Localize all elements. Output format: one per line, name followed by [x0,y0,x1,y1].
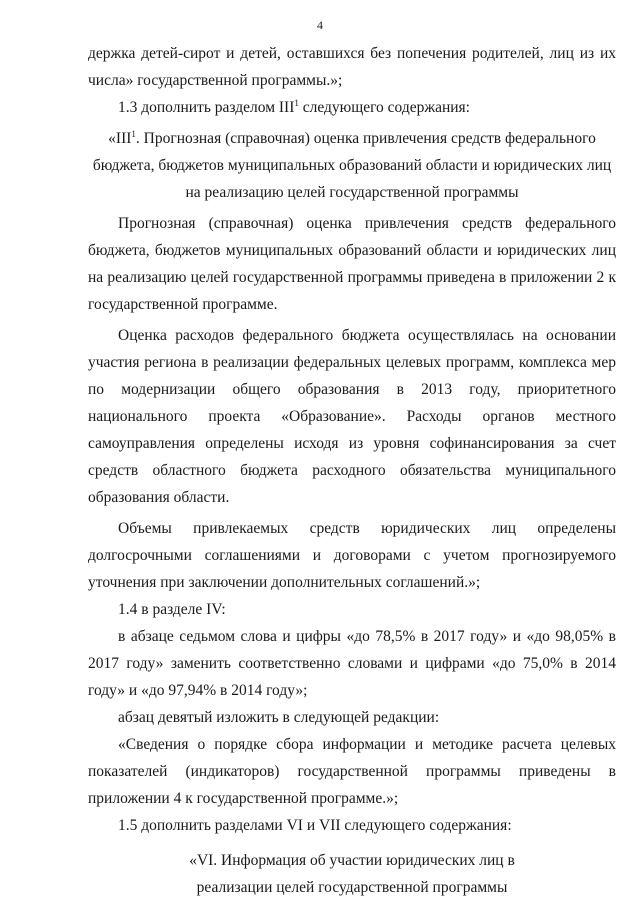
paragraph-continuation: держка детей-сирот и детей, оставшихся без попечения родителей, лиц из их числа» государственной программы.»; [88,45,616,89]
section-heading-iii1 [88,125,616,206]
paragraph-item-1-4: 1.4 в разделе IV: [118,601,226,618]
heading-iii1-before: «III [108,130,132,147]
paragraph-ninth-abzac: абзац девятый изложить в следующей редакции: [118,709,440,726]
item-1-3-superscript: 1 [294,97,299,108]
document-body [88,40,616,901]
paragraph-item-1-5: 1.5 дополнить разделами VI и VII следующего содержания: [118,817,512,834]
paragraph-seventh-abzac: в абзаце седьмом слова и цифры «до 78,5% в 2017 году» и «до 98,05% в 2017 году» заменить соответственно словами и цифрами «до 75,0% в 2014 году» и «до 97,94% в 2014 году»; [88,628,616,699]
paragraph-legal-entities: Объемы привлекаемых средств юридических лиц определены долгосрочными соглашениями и договорами с учетом прогнозируемого уточнения при заключении дополнительных соглашений.»; [88,520,616,591]
heading-iii1-after: . Прогнозная (справочная) оценка привлечения средств федерального бюджета, бюджетов муниципальных образований области и юридических лиц на реализацию целей государственной программы [92,130,612,201]
page-number: 4 [317,18,323,32]
heading-iii1-superscript: 1 [131,128,136,139]
paragraph-forecast-estimate: Прогнозная (справочная) оценка привлечения средств федерального бюджета, бюджетов муниципальных образований области и юридических лиц на реализацию целей государственной программы приведена в приложении 2 к государственной программе. [88,215,616,313]
paragraph-item-1-3 [88,94,616,121]
section-heading-vi: «VI. Информация об участии юридических лиц в реализации целей государственной программы [189,852,515,896]
item-1-3-text-after: следующего содержания: [298,99,470,116]
paragraph-federal-budget: Оценка расходов федерального бюджета осуществлялась на основании участия региона в реализации федеральных целевых программ, комплекса мер по модернизации общего образования в 2013 году, приоритетного национального проекта «Образование». Расходы органов местного самоуправления определены исходя из уровня софинансирования за счет средств областного бюджета расходного обязательства муниципального образования области. [88,327,616,506]
item-1-3-text-before: 1.3 дополнить разделом III [118,99,295,116]
paragraph-info-collection: «Сведения о порядке сбора информации и методике расчета целевых показателей (индикаторов) государственной программы приведены в приложении 4 к государственной программе.»; [88,736,616,807]
